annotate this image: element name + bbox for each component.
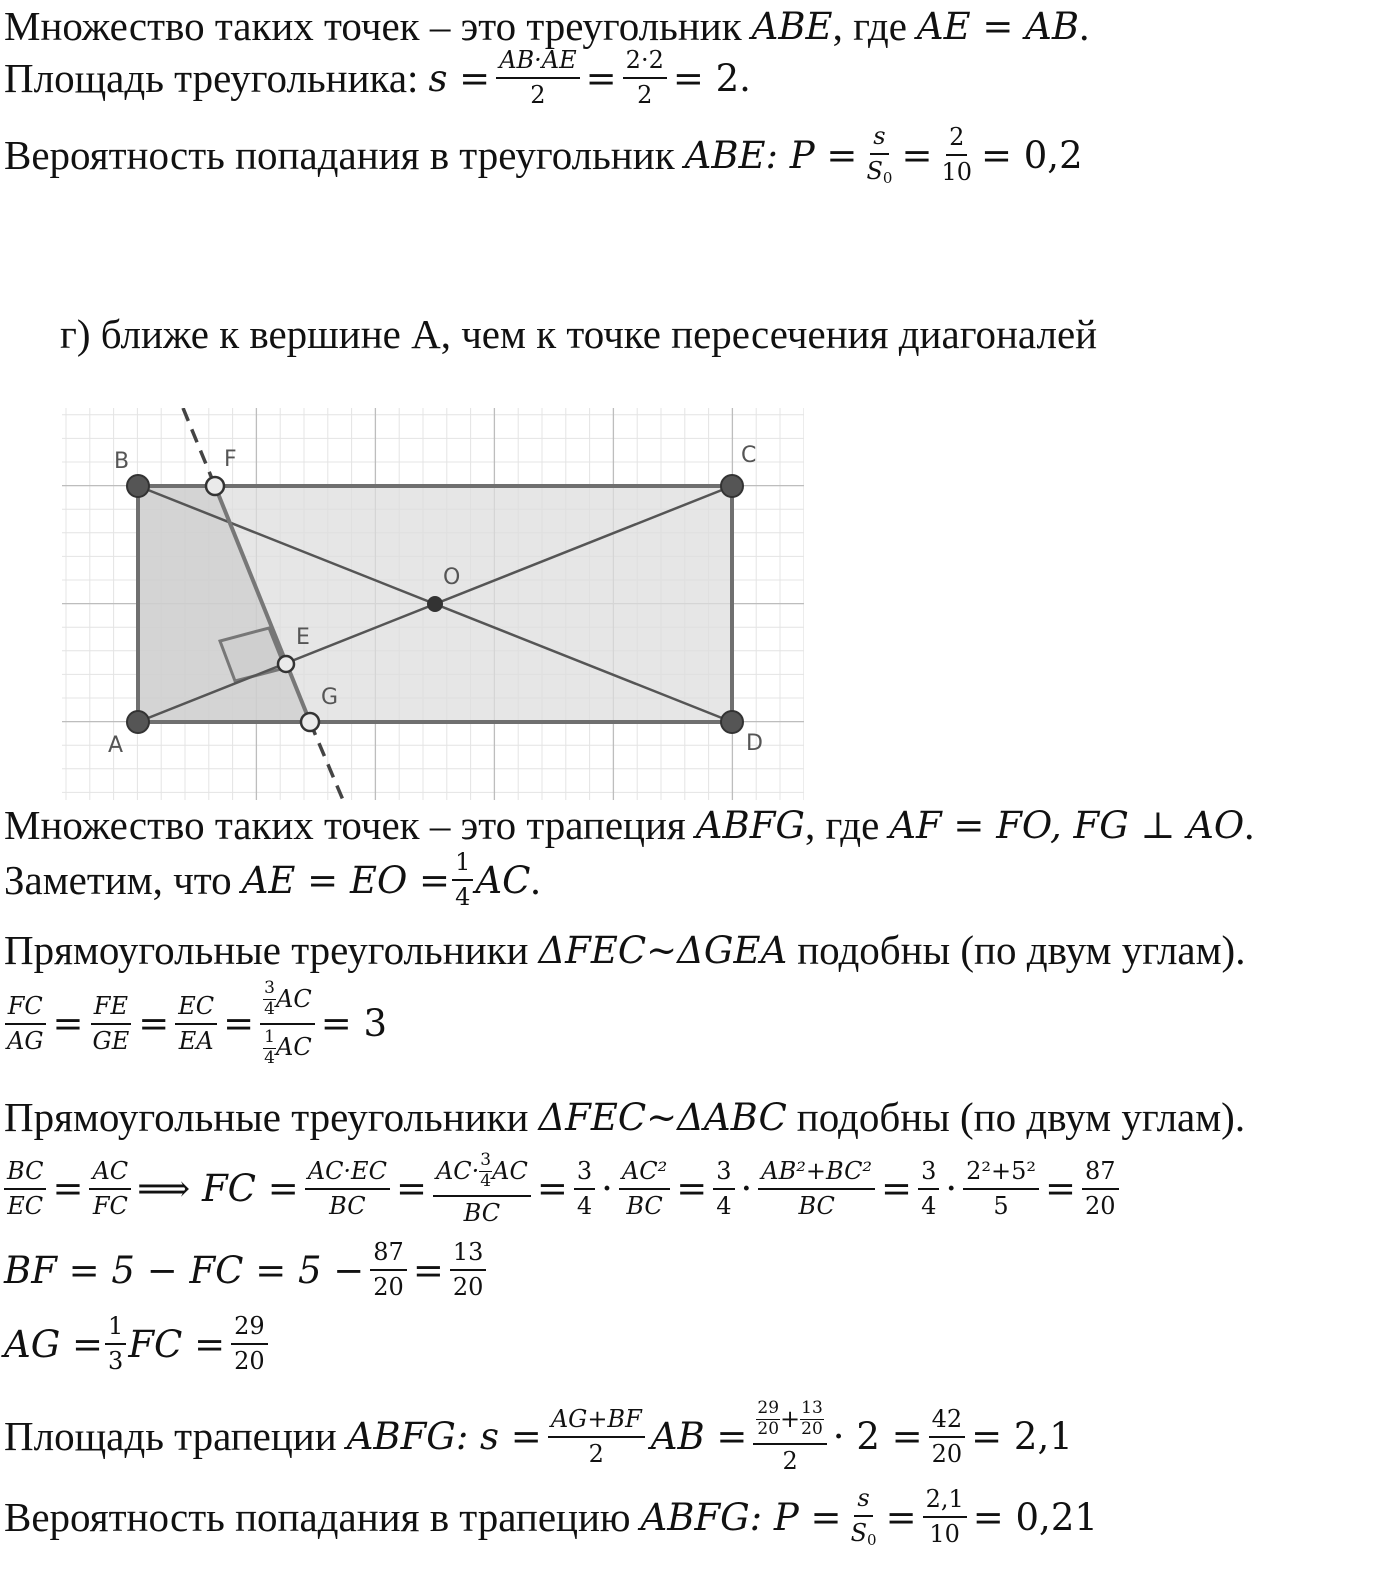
numerator: s xyxy=(870,124,888,155)
denominator: BC xyxy=(463,1198,501,1227)
point-g xyxy=(301,713,319,731)
denominator: 4 xyxy=(921,1191,937,1220)
numerator: AC² xyxy=(619,1159,670,1190)
line-3-text: Вероятность попадания в треугольник xyxy=(4,131,675,178)
line-11-math-bf: BF = 5 − FC = 5 − xyxy=(4,1248,365,1292)
line-9-math-similarity: ΔFEC~ΔABC xyxy=(538,1096,787,1139)
line-8 xyxy=(4,980,387,1067)
dot-operator: · xyxy=(945,1167,958,1211)
denominator xyxy=(848,1517,880,1549)
line-5-text-where: , где xyxy=(804,802,880,848)
small-fraction xyxy=(263,980,276,1019)
small-fraction xyxy=(756,1400,780,1439)
numerator: 2,1 xyxy=(923,1487,967,1518)
fraction xyxy=(370,1240,407,1300)
line-5-math-abfg: ABFG xyxy=(695,804,805,847)
denominator: 20 xyxy=(801,1418,823,1439)
line-6-math-ac: AC xyxy=(475,858,531,902)
fraction xyxy=(1082,1156,1119,1220)
denominator: 20 xyxy=(1085,1191,1116,1220)
line-5-text: Множество таких точек – это трапеция xyxy=(4,802,686,848)
numerator: EC xyxy=(175,994,217,1025)
denominator xyxy=(863,155,895,187)
fraction xyxy=(231,1314,268,1374)
equals-sign: = xyxy=(885,1495,917,1539)
equals-sign: = xyxy=(223,1002,255,1046)
point-d xyxy=(721,711,743,733)
numerator: 13 xyxy=(801,1398,823,1418)
line-1 xyxy=(4,3,1090,49)
numerator: 1 xyxy=(105,1314,126,1345)
numerator: 2²+5² xyxy=(963,1159,1039,1190)
fraction xyxy=(4,991,47,1055)
denominator: 4 xyxy=(576,1191,593,1220)
line-1-math-abe: ABE xyxy=(751,5,833,48)
denominator: 20 xyxy=(452,1273,484,1302)
fraction xyxy=(105,1314,126,1374)
numerator: 1 xyxy=(452,850,473,881)
denominator: 4 xyxy=(264,1047,275,1068)
line-5 xyxy=(4,802,1255,848)
fraction xyxy=(863,124,895,187)
denominator-text: AC xyxy=(275,1033,312,1062)
point-b xyxy=(127,475,149,497)
label-b: B xyxy=(114,449,130,474)
numerator: 3 xyxy=(264,978,275,998)
denominator: 10 xyxy=(941,158,972,187)
line-12 xyxy=(4,1314,274,1374)
fraction xyxy=(923,1487,967,1547)
point-c xyxy=(721,475,743,497)
line-5-math-conditions: AF = FO, FG ⊥ AO xyxy=(889,804,1245,847)
denominator: 2 xyxy=(637,81,653,110)
numerator: AC·EC xyxy=(305,1159,390,1190)
denominator: EC xyxy=(7,1191,44,1220)
line-6-period: . xyxy=(530,856,541,903)
fraction xyxy=(548,1404,645,1468)
denominator: BC xyxy=(626,1191,663,1220)
denominator: FC xyxy=(92,1191,128,1220)
line-13-math-abfg: ABFG xyxy=(346,1415,456,1459)
denominator: 4 xyxy=(455,883,471,912)
numerator: FC xyxy=(5,994,46,1025)
numerator: 87 xyxy=(370,1240,407,1271)
numerator xyxy=(260,980,315,1025)
label-a: A xyxy=(108,733,124,758)
line-13-text: Площадь трапеции xyxy=(4,1413,337,1460)
line-13-math-s: : s = xyxy=(455,1415,542,1459)
line-2-text: Площадь треугольника: xyxy=(4,54,419,101)
numerator: AB·AE xyxy=(496,48,579,79)
line-3-math-abe: ABE xyxy=(684,133,766,177)
numerator-text: AC xyxy=(275,984,312,1013)
line-11 xyxy=(4,1240,492,1300)
line-1-text-where: , где xyxy=(832,3,907,49)
denominator: 4 xyxy=(480,1170,492,1191)
fraction xyxy=(305,1156,390,1220)
numerator: 29 xyxy=(231,1314,268,1345)
numerator: 29 xyxy=(757,1398,780,1418)
line-7-text: Прямоугольные треугольники xyxy=(4,927,529,973)
line-13-math-ab: AB = xyxy=(650,1415,748,1459)
numerator: 2·2 xyxy=(623,48,667,79)
label-d: D xyxy=(746,731,763,756)
line-7-text-similar: подобны (по двум углам). xyxy=(797,927,1246,973)
fraction xyxy=(452,850,473,910)
complex-fraction xyxy=(433,1152,531,1226)
denominator: 20 xyxy=(757,1418,780,1439)
fraction xyxy=(496,48,579,108)
subscript: 0 xyxy=(867,1531,877,1550)
numerator: 3 xyxy=(713,1159,734,1190)
numerator xyxy=(433,1152,531,1197)
fraction xyxy=(758,1156,875,1220)
line-13-result: = 2,1 xyxy=(971,1415,1073,1459)
denominator-base: S xyxy=(866,157,883,186)
denominator: 2 xyxy=(782,1446,798,1475)
fraction xyxy=(929,1404,966,1468)
line-2 xyxy=(4,48,751,108)
numerator: 13 xyxy=(450,1240,487,1271)
denominator: 20 xyxy=(373,1273,404,1302)
label-g: G xyxy=(321,685,339,710)
fraction xyxy=(963,1156,1039,1220)
subscript: 0 xyxy=(882,169,893,188)
point-e xyxy=(278,656,294,672)
point-f xyxy=(206,477,224,495)
dot-operator: · xyxy=(601,1167,613,1211)
numerator: 3 xyxy=(574,1159,595,1190)
line-3-result: = 0,2 xyxy=(981,133,1083,177)
fraction xyxy=(918,1156,939,1220)
fraction xyxy=(4,1156,46,1220)
line-9-text-similar: подобны (по двум углам). xyxy=(796,1094,1246,1140)
line-14-math-abfg: ABFG xyxy=(640,1495,750,1539)
fraction xyxy=(938,125,975,185)
numerator: 3 xyxy=(918,1159,939,1190)
complex-fraction xyxy=(260,980,315,1067)
line-12-math-fc: FC = xyxy=(128,1322,226,1366)
numerator-text: AC xyxy=(492,1156,528,1185)
fraction xyxy=(848,1486,880,1549)
denominator-base: S xyxy=(850,1519,868,1548)
numerator: AG+BF xyxy=(548,1407,645,1438)
denominator: GE xyxy=(92,1026,130,1055)
numerator: 1 xyxy=(264,1026,275,1047)
line-13 xyxy=(4,1400,1073,1474)
denominator: BC xyxy=(329,1191,366,1220)
label-f: F xyxy=(224,447,237,472)
line-9-text: Прямоугольные треугольники xyxy=(4,1094,529,1140)
numerator: FE xyxy=(91,994,131,1025)
line-6-math-ae-eo: AE = EO = xyxy=(241,858,451,902)
fraction xyxy=(574,1156,595,1220)
small-fraction xyxy=(800,1400,824,1439)
line-14-text: Вероятность попадания в трапецию xyxy=(4,1493,631,1540)
item-g-text: г) ближе к вершине А, чем к точке пересечения диагоналей xyxy=(60,311,1098,357)
numerator: 87 xyxy=(1082,1159,1119,1190)
equals-sign: = xyxy=(536,1167,568,1211)
equals-sign: = xyxy=(1045,1167,1077,1211)
line-1-period: . xyxy=(1079,3,1090,49)
numerator: 3 xyxy=(480,1150,492,1170)
equals-sign: = xyxy=(52,1002,84,1046)
line-1-math-eq: AE = AB xyxy=(916,5,1080,48)
line-3-math-p: : P = xyxy=(765,133,858,177)
fraction xyxy=(619,1156,670,1220)
line-6-text: Заметим, что xyxy=(4,856,232,903)
line-8-result: = 3 xyxy=(320,1002,387,1046)
denominator: 2 xyxy=(588,1439,604,1468)
fraction xyxy=(90,991,133,1055)
line-9 xyxy=(4,1094,1246,1140)
numerator: 2 xyxy=(946,125,967,156)
perpendicular-line-dashed-bottom xyxy=(310,722,343,800)
equals-sign: = xyxy=(585,56,617,100)
denominator: 4 xyxy=(716,1191,732,1220)
plus-sign: + xyxy=(780,1404,801,1433)
fraction xyxy=(450,1240,487,1300)
fraction xyxy=(713,1156,734,1220)
small-fraction xyxy=(479,1152,492,1191)
denominator xyxy=(260,1025,315,1068)
fraction xyxy=(175,991,217,1055)
equals-sign: = xyxy=(395,1167,427,1211)
dot-operator: · xyxy=(740,1167,753,1211)
numerator: s xyxy=(854,1486,872,1517)
line-7-math-similarity: ΔFEC~ΔGEA xyxy=(538,929,788,972)
equals-sign: = xyxy=(138,1002,170,1046)
denominator: EA xyxy=(178,1026,214,1055)
denominator: 20 xyxy=(931,1439,963,1468)
equals-sign: = xyxy=(901,133,933,177)
numerator xyxy=(753,1400,826,1445)
equals-sign: = xyxy=(676,1167,708,1211)
denominator: 3 xyxy=(108,1347,124,1376)
line-14-result: = 0,21 xyxy=(972,1495,1098,1539)
numerator: 42 xyxy=(929,1407,966,1438)
line-14-math-p: : P = xyxy=(749,1495,842,1539)
denominator: 4 xyxy=(264,998,275,1019)
line-3 xyxy=(4,124,1083,187)
equals-sign: = xyxy=(412,1248,444,1292)
point-o xyxy=(427,596,443,612)
line-13-math-times-two: · 2 = xyxy=(832,1415,923,1459)
point-a xyxy=(127,711,149,733)
numerator: AC xyxy=(89,1159,131,1190)
line-2-result: = 2. xyxy=(672,56,751,100)
equals-sign: = xyxy=(881,1167,913,1211)
small-fraction xyxy=(263,1026,276,1068)
line-10 xyxy=(4,1152,1125,1226)
fraction xyxy=(89,1156,131,1220)
numerator: AB²+BC² xyxy=(758,1159,875,1190)
implication-fc: ⟹ FC = xyxy=(137,1167,299,1211)
fraction xyxy=(623,48,667,108)
denominator: BC xyxy=(798,1191,835,1220)
denominator: 20 xyxy=(234,1347,265,1376)
line-5-period: . xyxy=(1244,802,1255,848)
complex-fraction xyxy=(753,1400,826,1474)
line-7 xyxy=(4,927,1246,973)
denominator: 2 xyxy=(530,81,546,110)
equals-sign: = xyxy=(52,1167,84,1211)
label-o: O xyxy=(443,565,461,590)
geometry-figure xyxy=(62,408,804,800)
numerator-text: AC· xyxy=(435,1156,480,1185)
line-14 xyxy=(4,1486,1098,1549)
denominator: AG xyxy=(7,1026,44,1055)
line-1-text: Множество таких точек – это треугольник xyxy=(4,3,742,49)
line-12-math-ag: AG = xyxy=(4,1322,104,1366)
denominator: 5 xyxy=(993,1191,1009,1220)
perpendicular-line-dashed-top xyxy=(183,408,215,486)
denominator: 10 xyxy=(929,1520,960,1549)
line-6 xyxy=(4,850,541,910)
line-2-math-s: s = xyxy=(428,56,491,100)
item-g-heading xyxy=(60,311,1098,357)
label-e: E xyxy=(296,625,310,650)
label-c: C xyxy=(741,443,757,468)
numerator: BC xyxy=(4,1159,46,1190)
